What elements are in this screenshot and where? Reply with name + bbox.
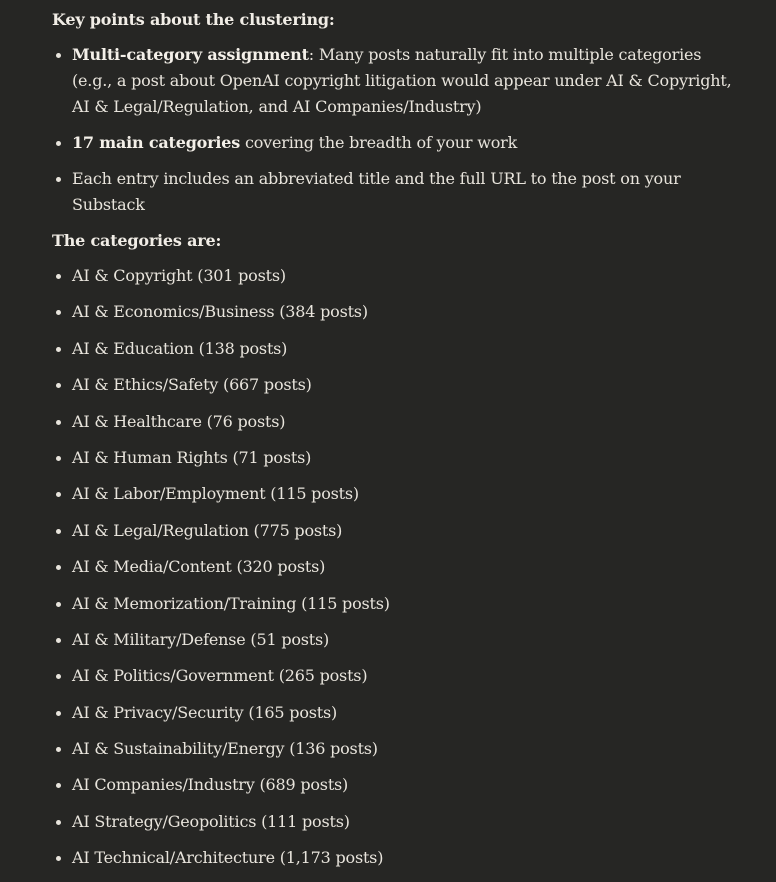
category-item: AI Companies/Industry (689 posts) [52,772,742,798]
category-item: AI & Legal/Regulation (775 posts) [52,518,742,544]
key-point-text: : Many posts naturally fit into multiple categories (e.g., a post about OpenAI copyright litigation would appear under AI & Copyright, AI & Legal/Regulation, and AI Companies/Industry) [72,45,732,116]
category-item: AI & Ethics/Safety (667 posts) [52,372,742,398]
chat-response [52,7,742,882]
key-point-bold: 17 main categories [72,133,241,152]
key-point-text: Each entry includes an abbreviated title and the full URL to the post on your Substack [72,169,681,214]
category-item: AI & Economics/Business (384 posts) [52,299,742,325]
list-item [52,166,742,218]
category-item: AI & Human Rights (71 posts) [52,445,742,471]
list-item [52,42,742,120]
category-item: AI & Memorization/Training (115 posts) [52,591,742,617]
key-point-bold: Multi-category assignment [72,45,309,64]
categories-list [52,263,742,871]
category-item: AI Technical/Architecture (1,173 posts) [52,845,742,871]
category-item: AI & Education (138 posts) [52,336,742,362]
category-item: AI & Sustainability/Energy (136 posts) [52,736,742,762]
category-item: AI & Military/Defense (51 posts) [52,627,742,653]
category-item: AI & Media/Content (320 posts) [52,554,742,580]
category-item: AI & Healthcare (76 posts) [52,409,742,435]
category-item: AI & Labor/Employment (115 posts) [52,481,742,507]
key-points-list [52,42,742,218]
category-item: AI Strategy/Geopolitics (111 posts) [52,809,742,835]
key-point-text: covering the breadth of your work [240,133,518,152]
list-item [52,130,742,156]
key-points-heading: Key points about the clustering: [52,10,335,29]
category-item: AI & Copyright (301 posts) [52,263,742,289]
categories-heading: The categories are: [52,231,222,250]
category-item: AI & Privacy/Security (165 posts) [52,700,742,726]
category-item: AI & Politics/Government (265 posts) [52,663,742,689]
